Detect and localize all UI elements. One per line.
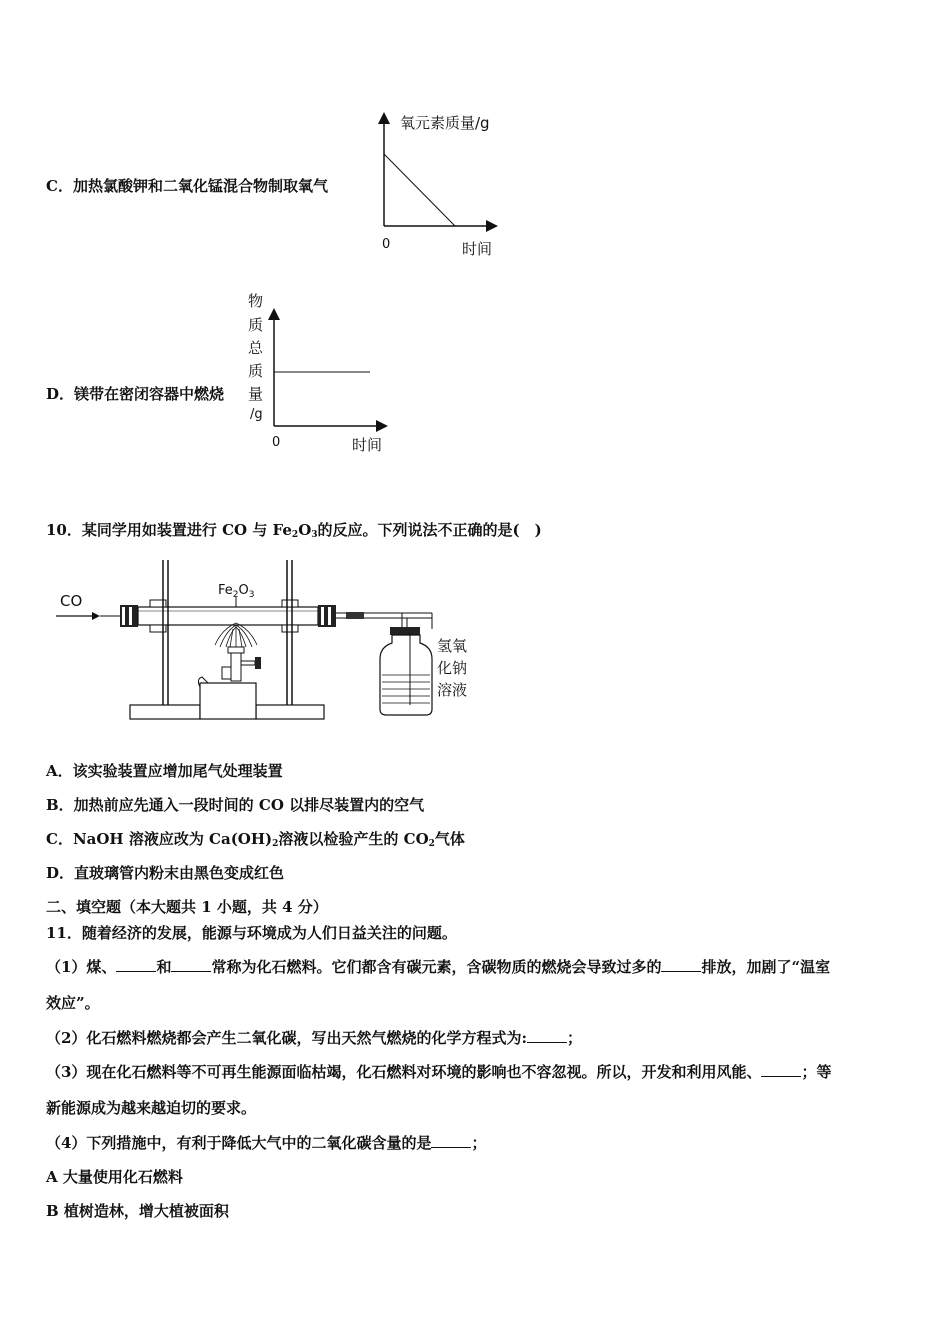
q11-part1-cont: 效应”。 [46,994,100,1012]
option-d-label: D．镁带在密闭容器中燃烧 [46,385,225,403]
burner-tube [231,653,241,681]
answer-blank[interactable] [171,957,211,972]
right-stopper [318,605,336,627]
naoh-label-2: 化钠 [437,659,468,677]
chart-d-ylabel-1: 质 [248,316,264,334]
chart-d-ylabel-2: 总 [248,339,264,357]
q11-part3: （3）现在化石燃料等不可再生能源面临枯竭，化石燃料对环境的影响也不容忽视。所以，开发和利用风能、 ；等 [46,1063,832,1081]
q11-part2: （2）化石燃料燃烧都会产生二氧化碳，写出天然气燃烧的化学方程式为: ； [46,1029,582,1047]
q11-option-b: B 植树造林，增大植被面积 [46,1202,229,1220]
fe2o3-label: $Fe_2O_3$ [218,583,255,600]
chart-d-origin: 0 [272,435,281,450]
chart-d-xlabel: 时间 [352,436,383,454]
q11-part1: （1）煤、 和 常称为化石燃料。它们都含有碳元素，含碳物质的燃烧会导致过多的 排放，加剧了“温室 [46,958,831,976]
answer-blank[interactable] [661,957,701,972]
q11-part3-cont: 新能源成为越来越迫切的要求。 [46,1099,257,1117]
chart-c-origin: 0 [382,237,391,252]
answer-blank[interactable] [431,1133,471,1148]
chart-d-ylabel-3: 质 [248,362,264,380]
q10-option-b: B．加热前应先通入一段时间的 CO 以排尽装置内的空气 [46,796,425,814]
q10-stem: 10．某同学用如装置进行 CO 与 $Fe_2O_3$的反应。下列说法不正确的是( ) [46,521,542,540]
q11-stem: 11．随着经济的发展，能源与环境成为人们日益关注的问题。 [46,924,457,942]
q10-option-d: D．直玻璃管内粉末由黑色变成红色 [46,864,285,882]
q10-option-c: C．NaOH 溶液应改为 $Ca(OH)_2$溶液以检验产生的 $CO_2$气体 [46,830,465,849]
chart-c-ylabel: 氧元素质量/g [400,114,490,132]
section-heading: 二、填空题（本大题共 1 小题，共 4 分） [46,898,328,916]
chart-d-ylabel-4: 量 [248,385,264,403]
answer-blank[interactable] [527,1028,567,1043]
naoh-label-1: 氢氧 [437,637,468,655]
co-fe2o3-apparatus [50,555,490,730]
naoh-label-3: 溶液 [437,681,468,699]
bottle-stopper [390,627,420,635]
left-stand-base [130,705,200,719]
answer-blank[interactable] [116,957,156,972]
right-stand-base [256,705,324,719]
burner-base [200,683,256,719]
chart-c-xlabel: 时间 [462,240,493,258]
glass-tube [138,607,318,625]
q11-part4: （4）下列措施中，有利于降低大气中的二氧化碳含量的是 ； [46,1134,487,1152]
chart-d [240,290,400,460]
chart-d-ylabel-5: /g [250,407,263,422]
burner-flame [215,623,257,647]
q10-option-a: A．该实验装置应增加尾气处理装置 [46,762,283,780]
chart-d-ylabel-0: 物 [248,292,264,310]
co-label: CO [60,592,83,610]
chart-c [370,108,510,258]
option-c-label: C．加热氯酸钾和二氧化锰混合物制取氧气 [46,177,328,195]
q11-option-a: A 大量使用化石燃料 [46,1168,183,1186]
chart-c-series-line [384,154,455,226]
answer-blank[interactable] [761,1062,801,1077]
